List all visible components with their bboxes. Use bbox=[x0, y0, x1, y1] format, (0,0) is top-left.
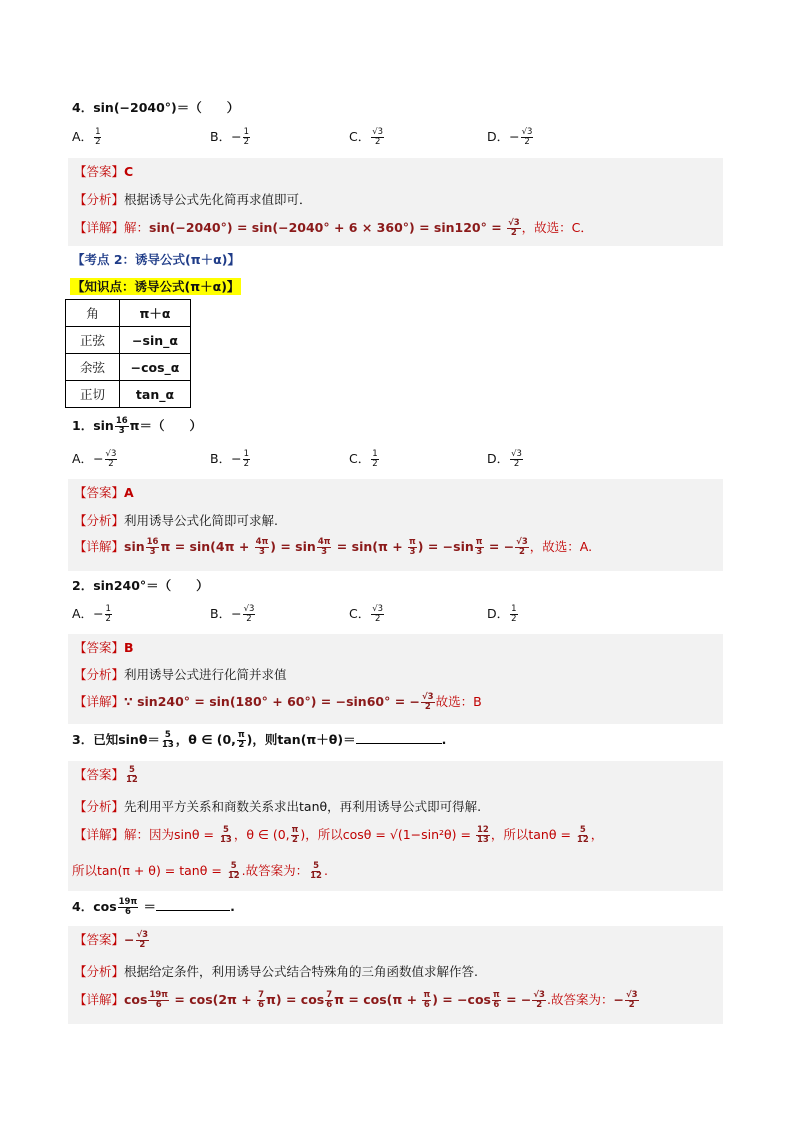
table-row: 余弦 −cos_α bbox=[66, 354, 191, 381]
q1-answer: 【答案】A bbox=[74, 485, 134, 500]
kaodian-heading: 【考点 2：诱导公式(π＋α)】 bbox=[72, 252, 240, 267]
q2-detail: 【详解】∵ sin240° = sin(180° + 60°) = −sin60° = − $\frac{√3}{2}$ 故选：B bbox=[74, 692, 482, 712]
q3-detail-line-2: 所以tan(π + θ) = tanθ = $\frac{5}{12}$ .故答案为： $\frac{5}{12}$ . bbox=[72, 861, 328, 881]
q3-analysis: 【分析】先利用平方关系和商数关系求出tanθ，再利用诱导公式即可得解. bbox=[74, 799, 482, 814]
q4a-option-c[interactable]: C． $\frac{√3}{2}$ bbox=[349, 127, 384, 147]
q4a-detail: 【详解】解：sin(−2040°) = sin(−2040° + 6 × 360°) = sin120° = $\frac{√3}{2}$ ，故选：C． bbox=[74, 218, 593, 238]
q2-solution-box bbox=[68, 634, 723, 724]
q2-option-b[interactable]: B．− $\frac{√3}{2}$ bbox=[210, 604, 255, 624]
q2-analysis: 【分析】利用诱导公式进行化简并求值 bbox=[74, 667, 287, 682]
q2-option-a[interactable]: A．− $\frac{1}{2}$ bbox=[72, 604, 111, 624]
question-4-stem: 4．sin(−2040°)＝（ ） bbox=[72, 100, 240, 115]
q4a-solution-box bbox=[68, 158, 723, 246]
q4a-option-b[interactable]: B．− $\frac{1}{2}$ bbox=[210, 127, 249, 147]
formula-table bbox=[65, 299, 191, 408]
q1-analysis: 【分析】利用诱导公式化简即可求解. bbox=[74, 513, 278, 528]
q2-answer: 【答案】B bbox=[74, 640, 134, 655]
q4b-detail: 【详解】cos $\frac{19\pi}{6}$ = cos(2π + $\frac{7}{6}$ π) = cos $\frac{7}{6}$ π = cos(π + $\frac{\pi}{6}$ ) = −cos $\frac{\pi}{6}$ = − $\frac{√3}{2}$ .故答案为：− $\frac{√3}{2}$ bbox=[74, 990, 638, 1010]
answer-blank[interactable] bbox=[356, 743, 442, 744]
q3-detail-line-1: 【详解】解：因为sinθ = $\frac{5}{13}$ ，θ ∈ (0, $\frac{\pi}{2}$ )，所以cosθ = √(1−sin²θ) = $\frac{12}{13}$ ，所以tanθ = $\frac{5}{12}$ ， bbox=[74, 825, 604, 845]
q4a-analysis: 【分析】根据诱导公式先化简再求值即可． bbox=[74, 192, 312, 207]
q4b-answer: 【答案】− $\frac{√3}{2}$ bbox=[74, 930, 149, 950]
q1-option-b[interactable]: B．− $\frac{1}{2}$ bbox=[210, 449, 249, 469]
question-1-stem: 1．sin $\frac{16}{3}$ π＝（ ） bbox=[72, 416, 203, 436]
q1-option-a[interactable]: A．− $\frac{√3}{2}$ bbox=[72, 449, 117, 469]
q4b-analysis: 【分析】根据给定条件，利用诱导公式结合特殊角的三角函数值求解作答. bbox=[74, 964, 478, 979]
q1-solution-box bbox=[68, 479, 723, 571]
q3-solution-box bbox=[68, 761, 723, 891]
table-row: 角 π＋α bbox=[66, 300, 191, 327]
q2-option-c[interactable]: C． $\frac{√3}{2}$ bbox=[349, 604, 384, 624]
answer-blank[interactable] bbox=[156, 910, 230, 911]
q1-option-d[interactable]: D． $\frac{√3}{2}$ bbox=[487, 449, 522, 469]
q4a-option-d[interactable]: D．− $\frac{√3}{2}$ bbox=[487, 127, 533, 147]
q3-answer: 【答案】 $\frac{5}{12}$ bbox=[74, 765, 138, 785]
q1-detail: 【详解】sin $\frac{16}{3}$ π = sin(4π + $\frac{4\pi}{3}$ ) = sin $\frac{4\pi}{3}$ = sin(π + $\frac{\pi}{3}$ ) = −sin $\frac{\pi}{3}$ = − $\frac{√3}{2}$ ，故选：A. bbox=[74, 537, 593, 557]
table-row: 正切 tan_α bbox=[66, 381, 191, 408]
question-3-stem: 3．已知sinθ＝ $\frac{5}{13}$ ，θ ∈ (0, $\frac{\pi}{2}$ )，则tan(π＋θ)＝ . bbox=[72, 730, 447, 750]
question-2-stem: 2．sin240°＝（ ） bbox=[72, 578, 209, 593]
q4a-option-a[interactable]: A． $\frac{1}{2}$ bbox=[72, 127, 101, 147]
q2-option-d[interactable]: D． $\frac{1}{2}$ bbox=[487, 604, 517, 624]
question-4b-stem: 4．cos $\frac{19\pi}{6}$ ＝ . bbox=[72, 897, 235, 917]
q1-option-c[interactable]: C． $\frac{1}{2}$ bbox=[349, 449, 378, 469]
q4b-solution-box bbox=[68, 926, 723, 1024]
zhishidian-heading: 【知识点：诱导公式(π＋α)】 bbox=[72, 279, 240, 294]
q4a-answer: 【答案】C bbox=[74, 164, 134, 179]
table-row: 正弦 −sin_α bbox=[66, 327, 191, 354]
